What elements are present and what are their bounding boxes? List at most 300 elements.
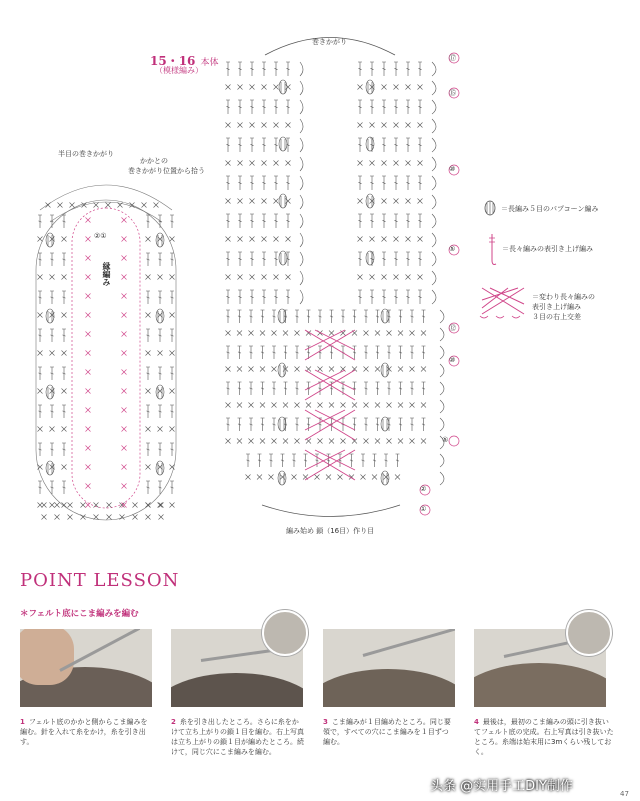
dc-stitch [262,176,266,190]
dc-stitch [38,481,42,494]
sc-stitch [358,85,363,90]
sc-stitch [122,484,127,489]
sc-stitch [146,427,151,432]
dc-stitch [250,138,254,152]
dc-stitch [226,252,230,266]
sc-stitch [154,203,159,208]
sc-stitch [86,389,91,394]
sc-stitch [86,446,91,451]
row-marker-2: ② [420,485,427,493]
dc-stitch [262,100,266,114]
sc-stitch [122,332,127,337]
sc-stitch [329,439,334,444]
dc-stitch [406,290,410,304]
sc-stitch [250,161,255,166]
page-number: 47 [620,790,629,798]
sc-stitch [250,123,255,128]
sc-stitch [159,515,164,520]
sc-stitch [62,427,67,432]
sc-stitch [286,199,291,204]
dc-stitch [370,62,374,76]
turn-chain [440,418,444,431]
dc-stitch [358,290,362,304]
dc-stitch [249,346,253,359]
sc-stitch [62,237,67,242]
dc-stitch [62,443,66,456]
dc-stitch [284,382,288,395]
dc-stitch [295,418,299,431]
sc-stitch [42,503,47,508]
popcorn-line [281,82,285,93]
popcorn-stitch [156,309,164,323]
dc-stitch [250,252,254,266]
dc-stitch [50,253,54,266]
sc-stitch [94,515,99,520]
sc-stitch [237,331,242,336]
dc-stitch [261,382,265,395]
dc-stitch [272,382,276,395]
dc-stitch [158,291,162,304]
dc-stitch [286,100,290,114]
sc-stitch [238,161,243,166]
sole-pink-stitches [86,218,127,508]
sc-stitch [120,515,125,520]
sc-stitch [122,465,127,470]
turn-chain [300,81,303,95]
turn-chain [432,214,436,228]
sc-stitch [262,275,267,280]
dc-stitch [238,382,242,395]
dc-stitch [422,418,426,431]
turn-chain [440,400,444,413]
sc-stitch [250,237,255,242]
step-1-number: 1 [20,718,25,726]
turn-chain [432,252,436,266]
legend-popcorn-text: ＝長編み５目のパプコーン編み [501,205,599,213]
row-marker-10a: ⑩ [449,165,456,173]
sc-stitch [421,439,426,444]
popcorn-stitch [279,80,287,94]
sc-stitch [238,275,243,280]
sc-stitch [406,161,411,166]
sc-stitch [361,475,366,480]
dc-stitch [38,215,42,228]
step-2-inset-photo [262,610,308,656]
dc-stitch [250,290,254,304]
sc-stitch [170,389,175,394]
sc-stitch [146,237,151,242]
dc-stitch [158,443,162,456]
dc-stitch [286,290,290,304]
sc-stitch [50,351,55,356]
popcorn-stitch [156,461,164,475]
dc-stitch [358,214,362,228]
sc-stitch [237,367,242,372]
popcorn-stitch [366,251,374,265]
step-photo-1 [20,629,152,707]
dc-stitch [361,454,365,467]
dc-stitch [158,253,162,266]
sc-stitch [146,465,151,470]
dc-stitch [250,176,254,190]
sc-stitch [329,331,334,336]
dc-stitch [394,214,398,228]
sc-stitch [382,123,387,128]
sc-stitch [410,367,415,372]
dc-stitch [226,418,230,431]
sc-stitch [122,408,127,413]
dc-stitch [246,454,250,467]
sc-stitch [418,275,423,280]
sc-stitch [250,199,255,204]
dc-stitch [146,215,150,228]
dc-stitch [50,291,54,304]
dc-stitch [364,346,368,359]
turn-chain [432,233,436,247]
sc-stitch [50,427,55,432]
sc-stitch [226,439,231,444]
dc-stitch [406,100,410,114]
post-stitch-icon [486,232,498,268]
sole-heel-arc [40,185,172,210]
dc-stitch [50,443,54,456]
sole-heel-arc2 [50,202,162,222]
dc-stitch [261,310,265,323]
dc-stitch [406,214,410,228]
dc-stitch [170,291,174,304]
dc-stitch [286,214,290,228]
sc-stitch [394,237,399,242]
turn-chain [432,157,436,171]
sc-stitch [170,465,175,470]
popcorn-stitch [366,137,374,151]
sc-stitch [382,237,387,242]
dc-stitch [295,346,299,359]
dc-stitch [330,346,334,359]
heel-pick-label: かかとの [140,157,168,165]
cable-cross [305,370,355,400]
sc-stitch [295,331,300,336]
popcorn-stitch [156,385,164,399]
dc-stitch [261,418,265,431]
dc-stitch [396,454,400,467]
dc-stitch [286,176,290,190]
sc-stitch [394,85,399,90]
dc-stitch [350,454,354,467]
sc-stitch [86,465,91,470]
dc-stitch [370,100,374,114]
sc-stitch [394,161,399,166]
sc-stitch [158,351,163,356]
sc-stitch [406,275,411,280]
sc-stitch [370,237,375,242]
dc-stitch [382,290,386,304]
turn-chain [300,252,303,266]
dc-stitch [418,138,422,152]
popcorn-stitch [366,194,374,208]
lesson-subtitle: ＊フェルト底にこま編みを編む [20,609,139,619]
sc-stitch [394,199,399,204]
dc-stitch [284,346,288,359]
sc-stitch [86,370,91,375]
sc-stitch [364,331,369,336]
dc-stitch [410,346,414,359]
dc-stitch [274,138,278,152]
dc-stitch [226,176,230,190]
step-3-text [323,717,455,747]
sc-stitch [364,367,369,372]
turn-chain [432,81,436,95]
dc-stitch [50,405,54,418]
popcorn-stitch [279,137,287,151]
sc-stitch [318,403,323,408]
sc-stitch [262,199,267,204]
sc-stitch [38,465,43,470]
sc-stitch [226,85,231,90]
dc-stitch [418,252,422,266]
turn-chain [440,310,444,323]
upper-left-rows [226,62,304,304]
popcorn-stitch [156,233,164,247]
sc-stitch [382,199,387,204]
dc-stitch [226,382,230,395]
sc-stitch [295,403,300,408]
legend-cross [478,284,595,324]
dc-stitch [364,382,368,395]
dc-stitch [370,214,374,228]
step-4-text [474,717,614,757]
sc-stitch [318,439,323,444]
dc-stitch [292,454,296,467]
dc-stitch [304,454,308,467]
dc-stitch [399,382,403,395]
dc-stitch [62,215,66,228]
sc-stitch [262,85,267,90]
dc-stitch [358,100,362,114]
sc-stitch [249,439,254,444]
sc-stitch [274,85,279,90]
sc-stitch [387,403,392,408]
sc-stitch [86,427,91,432]
dc-stitch [226,214,230,228]
sc-stitch [398,367,403,372]
sc-stitch [86,294,91,299]
sc-stitch [246,475,251,480]
step-4-number: 4 [474,718,479,726]
dc-stitch [318,346,322,359]
sc-stitch [38,237,43,242]
sc-stitch [226,123,231,128]
sole-outer-oval [36,200,176,520]
dc-stitch [353,346,357,359]
sc-stitch [418,237,423,242]
sc-stitch [38,503,43,508]
dc-stitch [353,310,357,323]
dc-stitch [382,252,386,266]
start-chain-label: 編み始め 鎖（16目）作り目 [286,527,375,535]
turn-chain [300,176,303,190]
sc-stitch [262,161,267,166]
sc-stitch [326,475,331,480]
sc-stitch [387,439,392,444]
sc-stitch [364,439,369,444]
turn-chain [300,138,303,152]
sc-stitch [86,313,91,318]
dc-stitch [238,310,242,323]
pattern-title: 本体 [200,58,219,68]
dc-stitch [158,367,162,380]
turn-chain [300,195,303,209]
pattern-subtitle: （模様編み） [155,66,203,75]
popcorn-stitch [279,194,287,208]
dc-stitch [226,62,230,76]
dc-stitch [382,176,386,190]
dc-stitch [382,138,386,152]
sc-stitch [375,367,380,372]
dc-stitch [406,62,410,76]
dc-stitch [418,100,422,114]
half-whip-label: 半目の巻きかがり [58,150,114,158]
sc-stitch [257,475,262,480]
dc-stitch [170,253,174,266]
dc-stitch [38,367,42,380]
dc-stitch [373,454,377,467]
sc-stitch [170,275,175,280]
dc-stitch [394,176,398,190]
dc-stitch [170,405,174,418]
dc-stitch [274,176,278,190]
sc-stitch [122,218,127,223]
dc-stitch [358,62,362,76]
sc-stitch [142,203,147,208]
row-marker-10b: ⑩ [449,356,456,364]
dc-stitch [272,310,276,323]
turn-chain [432,100,436,114]
sc-stitch [286,275,291,280]
sc-stitch [238,85,243,90]
dc-stitch [170,215,174,228]
sc-stitch [410,439,415,444]
dc-stitch [394,290,398,304]
popcorn-icon [483,200,497,216]
dc-stitch [226,310,230,323]
step-4-body: 最後は，最初のこま編みの頭に引き抜いてフェルト底の完成。右上写真は引き抜いたところ。糸端は始末用に3mくらい残しておく。 [474,718,614,756]
sc-stitch [329,367,334,372]
sc-stitch [237,403,242,408]
sc-stitch [159,503,164,508]
step-2-number: 2 [171,718,176,726]
sc-stitch [274,123,279,128]
step-2-body: 糸を引き出したところ。さらに糸をかけて立ち上がりの鎖１目を編む。右上写真は立ち上がりの鎖１目が編めたところ。続けて，同じ穴にこま編みを編む。 [171,718,304,756]
dc-stitch [274,252,278,266]
dc-stitch [370,290,374,304]
row-marker-12: ⑫ [449,324,456,332]
popcorn-stitch [366,80,374,94]
dc-stitch [318,310,322,323]
dc-stitch [50,481,54,494]
sc-stitch [370,161,375,166]
dc-stitch [272,346,276,359]
dc-stitch [399,310,403,323]
dc-stitch [376,382,380,395]
sc-stitch [262,237,267,242]
sc-stitch [406,237,411,242]
row-markers [420,53,459,515]
dc-stitch [62,253,66,266]
turn-chain [440,472,444,485]
edge-knit-label: 縁編み [102,262,111,286]
legend-post-text: ＝長々編みの表引き上げ編み [502,245,593,253]
dc-stitch [170,329,174,342]
dc-stitch [394,100,398,114]
turn-chain [300,100,303,114]
sc-stitch [272,367,277,372]
dc-stitch [274,214,278,228]
sc-stitch [250,85,255,90]
dc-stitch [272,418,276,431]
dc-stitch [226,100,230,114]
sc-stitch [158,427,163,432]
sc-stitch [418,85,423,90]
sole-inner-pink [72,208,140,508]
sc-stitch [249,331,254,336]
dc-stitch [249,382,253,395]
dc-stitch [226,346,230,359]
sc-stitch [250,275,255,280]
popcorn-stitch [278,471,286,485]
sc-stitch [329,403,334,408]
sc-stitch [262,123,267,128]
sc-stitch [387,331,392,336]
popcorn-line [280,419,284,430]
sc-stitch [318,367,323,372]
sc-stitch [341,403,346,408]
sc-stitch [286,123,291,128]
dc-stitch [318,382,322,395]
sc-stitch [306,403,311,408]
turn-chain [440,328,444,341]
dc-stitch [146,291,150,304]
dc-stitch [422,310,426,323]
sc-stitch [286,85,291,90]
cross-stitch-icon [478,284,528,320]
dc-stitch [238,252,242,266]
dc-stitch [341,310,345,323]
sc-stitch [418,123,423,128]
sc-stitch [158,275,163,280]
sc-stitch [226,199,231,204]
watermark: 头条 @实用手工DIY制作 [430,779,573,794]
dc-stitch [387,382,391,395]
dc-stitch [238,138,242,152]
sc-stitch [274,237,279,242]
sc-stitch [42,515,47,520]
sc-stitch [238,199,243,204]
turn-chain [432,271,436,285]
dc-stitch [376,418,380,431]
sc-stitch [358,199,363,204]
sc-stitch [372,475,377,480]
dc-stitch [146,367,150,380]
dc-stitch [62,481,66,494]
step-3-body: こま編みが１目編めたところ。同じ要領で，すべての穴にこま編みを１目ずつ編む。 [323,718,451,746]
sc-stitch [382,85,387,90]
sc-stitch [62,389,67,394]
dc-stitch [62,291,66,304]
dc-stitch [62,329,66,342]
sc-stitch [62,465,67,470]
sc-stitch [260,331,265,336]
